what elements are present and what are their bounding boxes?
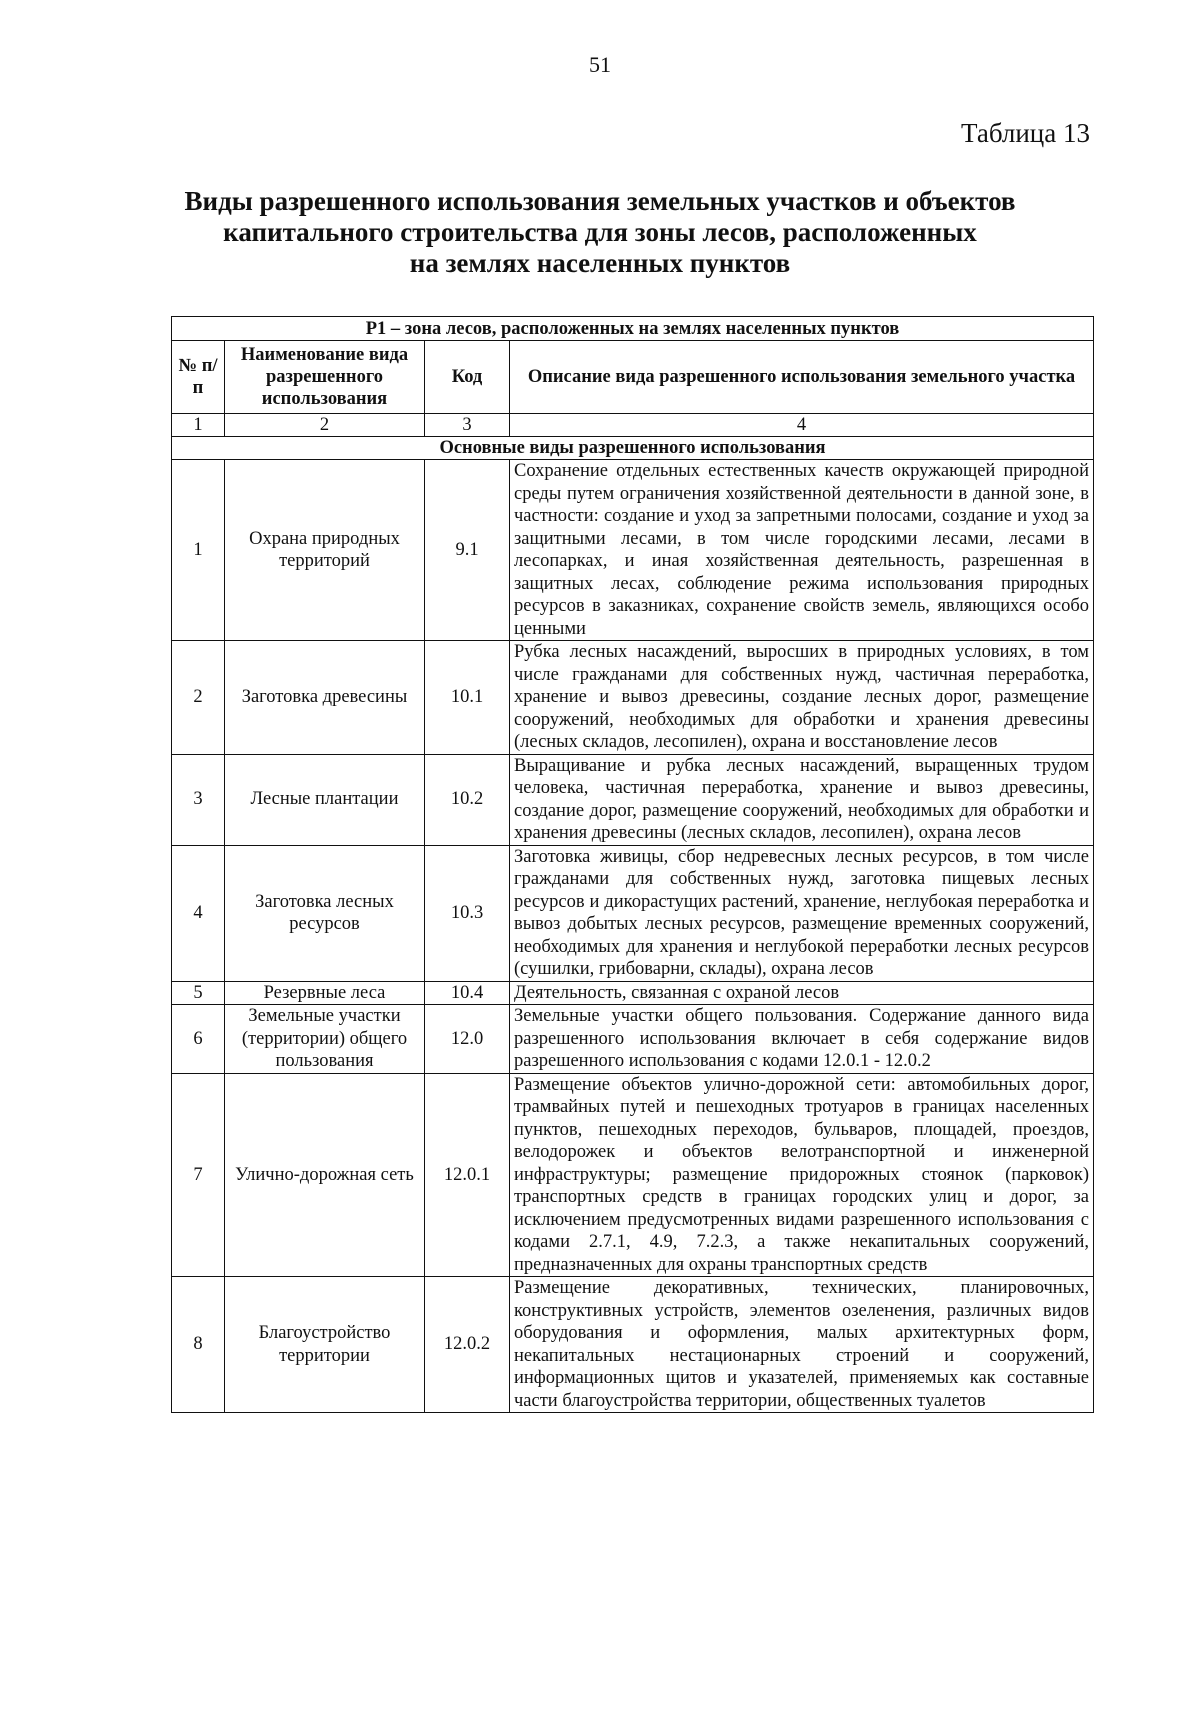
row-num: 6 (172, 1005, 225, 1074)
table-row (172, 1073, 1094, 1277)
row-description: Размещение объектов улично-дорожной сети: автомобильных дорог, трамвайных путей и пешеходных тротуаров в границах населенных пунктов, пешеходных переходов, бульваров, площадей, проездов, велодорожек и объектов велотранспортной и инженерной инфраструктуры; размещение придорожных стоянок (парковок) транспортных средств в границах городских улиц и дорог, за исключением предусмотренных видами разрешенного использования с кодами 2.7.1, 4.9, 7.2.3, а также некапитальных сооружений, предназначенных для охраны транспортных средств (510, 1073, 1094, 1277)
row-code: 10.4 (425, 981, 510, 1005)
row-name: Улично-дорожная сеть (225, 1073, 425, 1277)
row-description: Сохранение отдельных естественных качеств окружающей природной среды путем ограничения хозяйственной деятельности в данной зоне, в частности: создание и уход за запретными полосами, создание и уход за защитными лесами, в том числе городскими лесами, лесами в лесопарках, и иная хозяйственная деятельность, разрешенная в защитных лесах, соблюдение режима использования природных ресурсов в заказниках, сохранение свойств земель, являющихся особо ценными (510, 460, 1094, 641)
table-label: Таблица 13 (961, 118, 1090, 148)
row-description: Деятельность, связанная с охраной лесов (510, 981, 1094, 1005)
zone-header: Р1 – зона лесов, расположенных на землях населенных пунктов (172, 317, 1094, 341)
row-name: Охрана природных территорий (225, 460, 425, 641)
header-description: Описание вида разрешенного использования земельного участка (510, 341, 1094, 414)
table-row (172, 845, 1094, 981)
column-index: 4 (510, 414, 1094, 437)
column-index: 2 (225, 414, 425, 437)
header-num: № п/п (172, 341, 225, 414)
row-description: Рубка лесных насаждений, выросших в природных условиях, в том числе гражданами для собственных нужд, частичная переработка, хранение и вывоз древесины, создание лесных дорог, размещение сооружений, необходимых для обработки и хранения древесины (лесных складов, лесопилен), охрана и восстановление лесов (510, 641, 1094, 755)
row-num: 8 (172, 1277, 225, 1413)
row-code: 12.0 (425, 1005, 510, 1074)
table-row (172, 754, 1094, 845)
row-num: 4 (172, 845, 225, 981)
row-num: 3 (172, 754, 225, 845)
table-row (172, 981, 1094, 1005)
row-name: Заготовка древесины (225, 641, 425, 755)
title-line: Виды разрешенного использования земельных участков и объектов (184, 186, 1016, 216)
row-code: 10.3 (425, 845, 510, 981)
row-description: Заготовка живицы, сбор недревесных лесных ресурсов, в том числе гражданами для собственных нужд, заготовка пищевых лесных ресурсов и дикорастущих растений, хранение, неглубокая переработка и вывоз добытых лесных ресурсов, размещение временных сооружений, необходимых для хранения и неглубокой переработки лесных ресурсов (сушилки, грибоварни, склады), охрана лесов (510, 845, 1094, 981)
table-row (172, 460, 1094, 641)
column-index: 1 (172, 414, 225, 437)
row-code: 12.0.1 (425, 1073, 510, 1277)
header-name: Наименование вида разрешенного использования (225, 341, 425, 414)
title-line: капитального строительства для зоны лесов, расположенных (223, 217, 977, 247)
row-num: 7 (172, 1073, 225, 1277)
row-name: Заготовка лесных ресурсов (225, 845, 425, 981)
row-description: Земельные участки общего пользования. Содержание данного вида разрешенного использования включает в себя содержание видов разрешенного использования с кодами 12.0.1 - 12.0.2 (510, 1005, 1094, 1074)
row-name: Благоустройство территории (225, 1277, 425, 1413)
section-header: Основные виды разрешенного использования (172, 437, 1094, 460)
row-name: Лесные плантации (225, 754, 425, 845)
table-row (172, 641, 1094, 755)
row-num: 5 (172, 981, 225, 1005)
row-num: 1 (172, 460, 225, 641)
header-code: Код (425, 341, 510, 414)
table-row (172, 1277, 1094, 1413)
row-code: 12.0.2 (425, 1277, 510, 1413)
row-code: 10.1 (425, 641, 510, 755)
land-use-table (171, 316, 1094, 1413)
row-description: Выращивание и рубка лесных насаждений, выращенных трудом человека, частичная переработка, хранение и вывоз древесины, создание дорог, размещение сооружений, необходимых для обработки и хранения древесины (лесных складов, лесопилен), охрана лесов (510, 754, 1094, 845)
table-row (172, 1005, 1094, 1074)
document-title (100, 186, 1100, 279)
row-name: Земельные участки (территории) общего пользования (225, 1005, 425, 1074)
row-code: 9.1 (425, 460, 510, 641)
page-number: 51 (589, 52, 611, 77)
row-num: 2 (172, 641, 225, 755)
title-line: на землях населенных пунктов (409, 248, 791, 278)
row-name: Резервные леса (225, 981, 425, 1005)
column-index: 3 (425, 414, 510, 437)
row-description: Размещение декоративных, технических, планировочных, конструктивных устройств, элементов озеленения, различных видов оборудования и оформления, малых архитектурных форм, некапитальных нестационарных строений и сооружений, информационных щитов и указателей, применяемых как составные части благоустройства территории, общественных туалетов (510, 1277, 1094, 1413)
row-code: 10.2 (425, 754, 510, 845)
